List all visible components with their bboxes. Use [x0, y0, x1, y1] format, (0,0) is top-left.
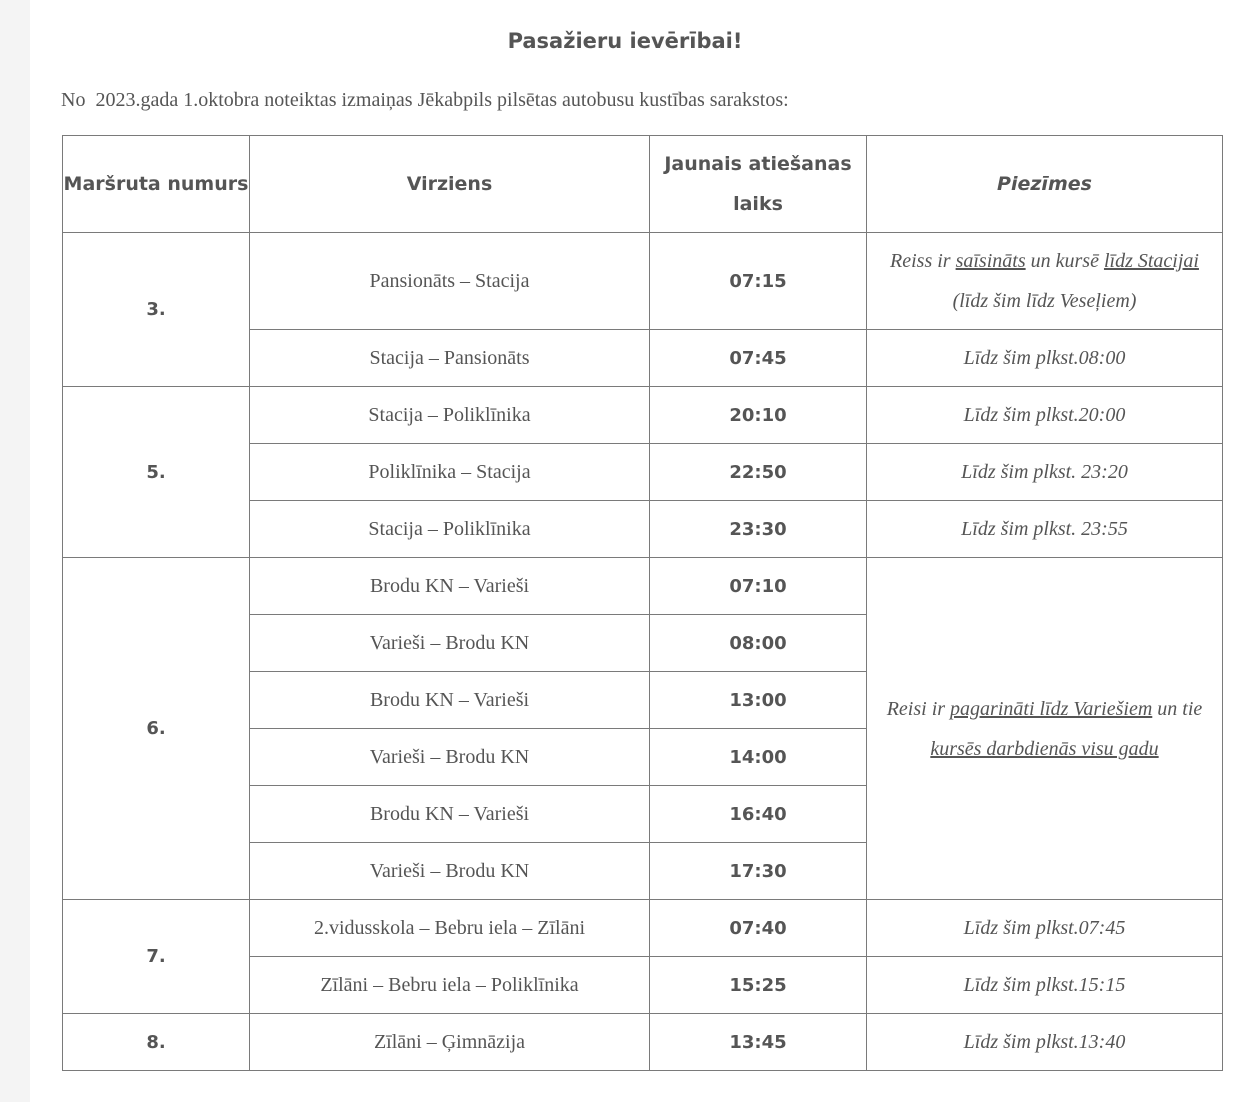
note-link: kursēs darbdienās visu gadu — [930, 737, 1159, 760]
note-cell — [867, 558, 1223, 900]
note-cell: Līdz šim plkst. 23:20 — [867, 444, 1223, 501]
direction-cell: Stacija – Poliklīnika — [250, 387, 650, 444]
intro-text: No 2023.gada 1.oktobra noteiktas izmaiņas Jēkabpils pilsētas autobusu kustības sarakstos: — [61, 89, 789, 111]
route-number: 3. — [63, 233, 250, 387]
header-new-time-line2: laiks — [733, 193, 783, 215]
note-link: līdz Stacijai — [1103, 250, 1199, 272]
header-new-time-line1: Jaunais atiešanas — [664, 153, 852, 175]
note-cell: Līdz šim plkst.07:45 — [867, 900, 1223, 957]
note-text: un kursē — [1025, 250, 1104, 272]
header-route-number: Maršruta numurs — [63, 136, 250, 233]
note-cell: Līdz šim plkst.15:15 — [867, 957, 1223, 1014]
page-title: Pasažieru ievērībai! — [507, 29, 743, 53]
table-row — [63, 558, 1223, 615]
note-text: Reisi ir — [886, 697, 951, 720]
time-cell: 22:50 — [650, 444, 867, 501]
time-cell: 07:45 — [650, 330, 867, 387]
time-cell: 23:30 — [650, 501, 867, 558]
note-cell: Līdz šim plkst. 23:55 — [867, 501, 1223, 558]
direction-cell: Varieši – Brodu KN — [250, 615, 650, 672]
time-cell: 14:00 — [650, 729, 867, 786]
time-cell: 08:00 — [650, 615, 867, 672]
table-row — [63, 1014, 1223, 1071]
direction-cell: Poliklīnika – Stacija — [250, 444, 650, 501]
direction-cell: Zīlāni – Ģimnāzija — [250, 1014, 650, 1071]
note-cell — [867, 233, 1223, 330]
route-number: 8. — [63, 1014, 250, 1071]
header-notes: Piezīmes — [867, 136, 1223, 233]
note-cell: Līdz šim plkst.08:00 — [867, 330, 1223, 387]
table-header-row — [63, 136, 1223, 233]
direction-cell: Brodu KN – Varieši — [250, 558, 650, 615]
direction-cell: Brodu KN – Varieši — [250, 672, 650, 729]
route-number: 6. — [63, 558, 250, 900]
note-cell: Līdz šim plkst.20:00 — [867, 387, 1223, 444]
note-text: (līdz šim līdz Veseļiem) — [952, 290, 1137, 312]
table-row — [63, 900, 1223, 957]
direction-cell: Varieši – Brodu KN — [250, 843, 650, 900]
time-cell: 13:00 — [650, 672, 867, 729]
note-cell: Līdz šim plkst.13:40 — [867, 1014, 1223, 1071]
direction-cell: Varieši – Brodu KN — [250, 729, 650, 786]
time-cell: 16:40 — [650, 786, 867, 843]
note-text: un tie — [1152, 697, 1203, 720]
header-new-time — [650, 136, 867, 233]
note-link: pagarināti līdz Variešiem — [950, 697, 1153, 720]
note-text: Reiss ir — [890, 250, 956, 272]
time-cell: 07:40 — [650, 900, 867, 957]
direction-cell: Stacija – Pansionāts — [250, 330, 650, 387]
table-row — [63, 387, 1223, 444]
note-link: saīsināts — [955, 250, 1026, 272]
route-number: 7. — [63, 900, 250, 1014]
direction-cell: 2.vidusskola – Bebru iela – Zīlāni — [250, 900, 650, 957]
time-cell: 20:10 — [650, 387, 867, 444]
time-cell: 13:45 — [650, 1014, 867, 1071]
direction-cell: Zīlāni – Bebru iela – Poliklīnika — [250, 957, 650, 1014]
schedule-table — [62, 135, 1223, 1071]
header-direction: Virziens — [250, 136, 650, 233]
direction-cell: Brodu KN – Varieši — [250, 786, 650, 843]
time-cell: 15:25 — [650, 957, 867, 1014]
table-row — [63, 233, 1223, 330]
time-cell: 07:10 — [650, 558, 867, 615]
route-number: 5. — [63, 387, 250, 558]
time-cell: 17:30 — [650, 843, 867, 900]
page-content — [30, 0, 1250, 1102]
direction-cell: Stacija – Poliklīnika — [250, 501, 650, 558]
direction-cell: Pansionāts – Stacija — [250, 233, 650, 330]
time-cell: 07:15 — [650, 233, 867, 330]
